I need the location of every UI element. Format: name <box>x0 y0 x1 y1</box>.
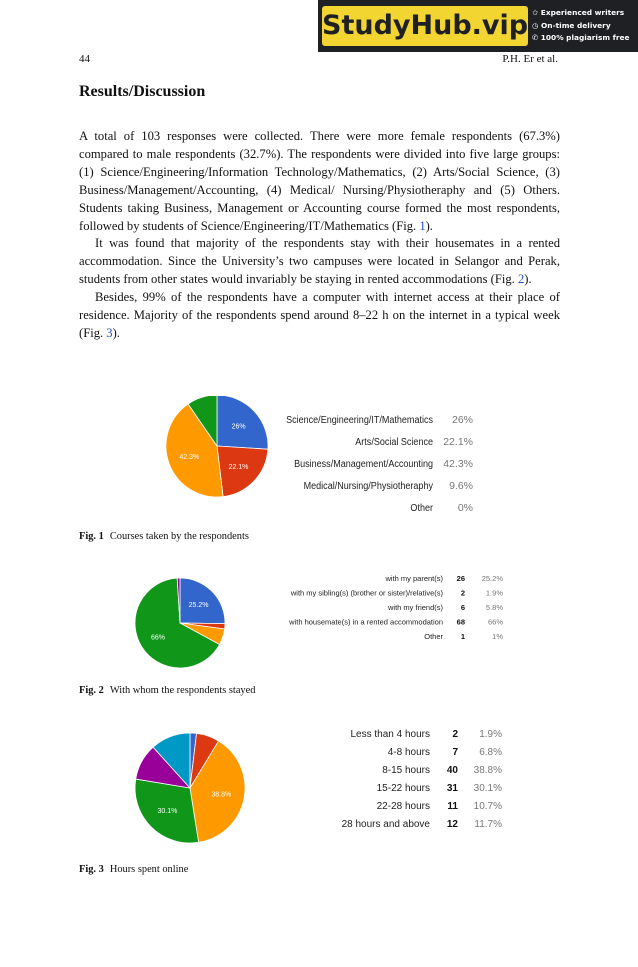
legend-count: 2 <box>460 588 465 598</box>
legend-percent: 1.9% <box>479 729 502 740</box>
watermark-logo: StudyHub.vip <box>322 6 528 46</box>
legend-percent: 38.8% <box>473 765 502 776</box>
slice-label: 42.3% <box>179 454 200 461</box>
legend-count: 40 <box>446 765 458 776</box>
paragraph-text: ). <box>425 218 433 233</box>
paragraph-text: A total of 103 responses were collected. There were more female respondents (67.3%) compared to male respondents (32.7%). The respondents were divided into five large groups: (1) Science/Engineering/Information Technology/Mathematics, (2) Arts/Social Science, (3) Business/Management/Accounting, (4) Medical/ Nursing/Physiotheraphy and (5) Others. Students taking Business, Management or Accounting course formed the most respondents, followed by students of Science/Engineering/IT/Mathematics (Fig. <box>79 129 560 233</box>
legend-count: 7 <box>452 747 458 758</box>
legend-count: 68 <box>456 617 465 627</box>
legend-percent: 5.8% <box>485 603 503 612</box>
paragraph-text: ). <box>524 272 532 287</box>
legend-count: 2 <box>452 729 458 740</box>
figure-1-chart <box>150 396 490 526</box>
slice-label: 30.1% <box>157 808 178 815</box>
watermark-banner <box>318 0 638 52</box>
pie-slice <box>180 578 225 624</box>
legend-count: 31 <box>446 783 458 794</box>
legend-label: with my sibling(s) (brother or sister)/relative(s) <box>290 588 443 598</box>
legend-count: 6 <box>460 603 465 612</box>
legend-percent: 9.6% <box>449 480 473 492</box>
watermark-line: ✩ Experienced writers <box>532 8 625 17</box>
slice-label: 25.2% <box>188 602 209 610</box>
paragraph <box>79 235 560 289</box>
legend-percent: 6.8% <box>479 747 502 758</box>
figure-label: Fig. 1 <box>79 531 104 542</box>
slice-label: 26% <box>231 423 246 431</box>
figure-label: Fig. 2 <box>79 685 104 696</box>
figure-1-caption <box>79 531 249 542</box>
legend-count: 1 <box>460 632 465 641</box>
legend-label: with my friend(s) <box>387 603 443 612</box>
pie-slice <box>217 446 268 497</box>
running-head-authors: P.H. Er et al. <box>502 53 558 65</box>
paragraph <box>79 289 560 343</box>
paragraph-text: Besides, 99% of the respondents have a computer with internet access at their place of residence. Majority of the respondents spend around 8–22 h on the internet in a typical week (Fig. <box>79 290 560 340</box>
figure-2-chart <box>125 566 515 676</box>
legend-percent: 11.7% <box>474 819 502 830</box>
legend-label: 22-28 hours <box>376 801 430 812</box>
watermark-line: ◷ On-time delivery <box>532 20 611 30</box>
page-number: 44 <box>79 53 90 65</box>
legend-label: with my parent(s) <box>385 574 443 583</box>
legend-percent: 26% <box>451 414 473 426</box>
legend-count: 26 <box>456 574 465 583</box>
paragraph-text: ). <box>112 325 120 340</box>
figure-3-caption <box>79 864 188 875</box>
legend-percent: 1% <box>492 632 503 641</box>
legend-label: 15-22 hours <box>376 783 430 794</box>
legend-label: 28 hours and above <box>341 819 430 830</box>
legend-percent: 0% <box>457 502 473 514</box>
legend-label: Other <box>424 632 443 641</box>
figure-ref-link[interactable]: 1 <box>419 218 426 233</box>
legend-label: Medical/Nursing/Physiotheraphy <box>303 480 433 493</box>
slice-label: 38.8% <box>211 791 232 799</box>
figure-2-caption <box>79 685 255 696</box>
legend-percent: 1.9% <box>485 588 503 598</box>
legend-label: Arts/Social Science <box>355 436 433 449</box>
legend-label: Science/Engineering/IT/Mathematics <box>286 414 433 427</box>
legend-label: Business/Management/Accounting <box>294 458 433 471</box>
legend-percent: 22.1% <box>443 436 473 448</box>
figure-ref-link[interactable]: 3 <box>106 325 113 340</box>
figure-ref-link[interactable]: 2 <box>517 272 525 287</box>
legend-label: with housemate(s) in a rented accommodation <box>289 617 443 627</box>
paragraph <box>79 128 560 235</box>
legend-count: 11 <box>447 801 458 812</box>
legend-percent: 10.7% <box>473 801 502 812</box>
legend-label: Less than 4 hours <box>350 729 430 740</box>
body-text <box>79 128 560 343</box>
figure-3-chart <box>125 722 515 852</box>
section-title: Results/Discussion <box>79 83 206 100</box>
legend-percent: 30.1% <box>473 783 502 794</box>
figure-caption-text: With whom the respondents stayed <box>109 685 256 696</box>
legend-percent: 42.3% <box>443 458 473 470</box>
watermark-features <box>532 7 638 45</box>
paragraph-text: It was found that majority of the respondents stay with their housemates in a rented accommodation. Since the University’s two campuses were located in Selangor and Perak, students from other states would invariably be staying in rented accommodations (Fig. <box>79 236 560 287</box>
legend-label: 4-8 hours <box>387 747 430 758</box>
legend-label: Other <box>410 502 433 515</box>
figure-caption-text: Hours spent online <box>109 864 189 875</box>
slice-label: 22.1% <box>228 463 249 471</box>
watermark-line: ✆ 100% plagiarism free <box>532 33 630 42</box>
legend-percent: 66% <box>487 617 503 627</box>
slice-label: 66% <box>150 634 166 642</box>
figure-caption-text: Courses taken by the respondents <box>109 531 249 542</box>
figure-label: Fig. 3 <box>79 864 104 875</box>
legend-count: 12 <box>446 819 458 830</box>
legend-label: 8-15 hours <box>382 765 430 776</box>
legend-percent: 25.2% <box>481 574 503 583</box>
